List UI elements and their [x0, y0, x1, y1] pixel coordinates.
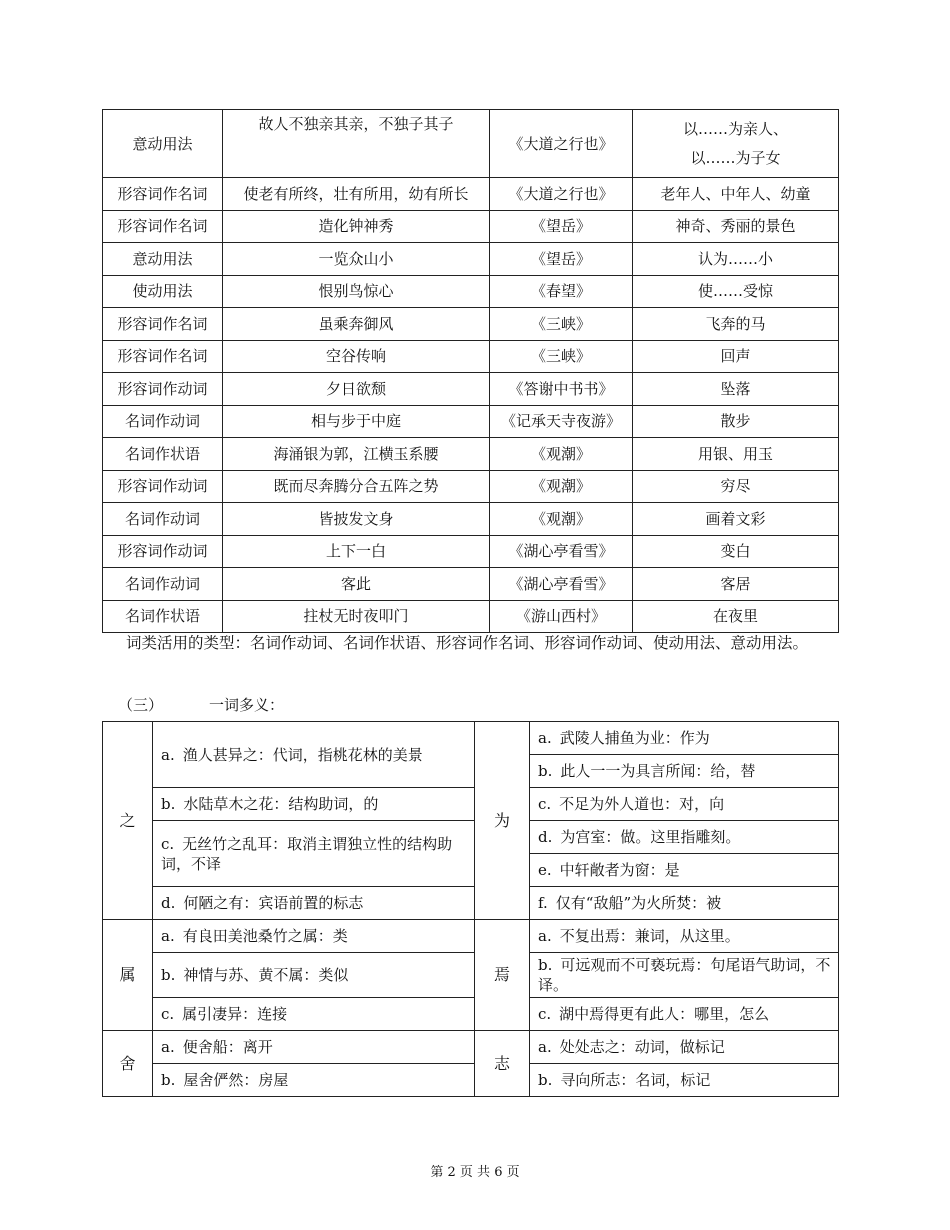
- gloss-line: 散步: [720, 412, 751, 431]
- table-row: [103, 243, 839, 276]
- sense-letter: a.: [161, 745, 175, 764]
- usage-source-cell: 《游山西村》: [490, 600, 633, 633]
- sense-text: 不复出焉：兼词，从这里。: [559, 927, 740, 945]
- sense-text: 可远观而不可亵玩焉：句尾语气助词，不译。: [538, 956, 831, 994]
- gloss-line: 在夜里: [712, 607, 758, 626]
- usage-type-cell: 形容词作动词: [103, 373, 223, 406]
- usage-type-cell: 形容词作名词: [103, 178, 223, 211]
- table-row: [103, 998, 839, 1031]
- gloss-line: 坠落: [720, 379, 751, 398]
- sense-letter: c.: [538, 795, 552, 813]
- sense-text: 便舍船：离开: [182, 1038, 273, 1056]
- polysemy-sense: [153, 788, 475, 821]
- usage-source-cell: 《三峡》: [490, 308, 633, 341]
- usage-example-cell: 造化钟神秀: [223, 210, 490, 243]
- usage-source-cell: 《大道之行也》: [490, 178, 633, 211]
- table-row: [103, 535, 839, 568]
- polysemy-sense: [530, 887, 839, 920]
- polysemy-sense: [153, 953, 475, 998]
- table-row: [103, 1064, 839, 1097]
- usage-type-cell: 名词作动词: [103, 503, 223, 536]
- word-usage-table: [102, 109, 839, 633]
- usage-example-cell: 故人不独亲其亲，不独子其子: [223, 110, 490, 178]
- polysemy-sense: [530, 1031, 839, 1064]
- sense-letter: e.: [538, 861, 552, 879]
- table-row: [103, 600, 839, 633]
- polysemy-sense: [530, 821, 839, 854]
- gloss-line: 回声: [720, 347, 751, 366]
- polysemy-table-body: [103, 722, 839, 1097]
- table-row: [103, 788, 839, 821]
- usage-type-cell: 名词作动词: [103, 405, 223, 438]
- polysemy-sense: [153, 1064, 475, 1097]
- sense-text: 属引凄异：连接: [182, 1005, 288, 1023]
- usage-gloss-cell: [633, 600, 839, 633]
- sense-letter: b.: [538, 762, 553, 780]
- table-row: [103, 178, 839, 211]
- table-row: [103, 568, 839, 601]
- section-title: 一词多义：: [209, 696, 285, 714]
- usage-source-cell: 《三峡》: [490, 340, 633, 373]
- sense-letter: b.: [161, 795, 176, 813]
- usage-gloss-cell: [633, 470, 839, 503]
- usage-example-cell: 使老有所终，壮有所用，幼有所长: [223, 178, 490, 211]
- usage-types-note: 词类活用的类型：名词作动词、名词作状语、形容词作名词、形容词作动词、使动用法、意动用法。: [126, 634, 809, 652]
- gloss-line: 老年人、中年人、幼童: [660, 184, 811, 203]
- section-heading: [118, 694, 284, 715]
- sense-letter: d.: [161, 894, 176, 912]
- table-row: [103, 920, 839, 953]
- usage-gloss-cell: [633, 568, 839, 601]
- usage-example-cell: 拄杖无时夜叩门: [223, 600, 490, 633]
- polysemy-char: 为: [475, 722, 530, 920]
- polysemy-sense: [153, 920, 475, 953]
- polysemy-char: 志: [475, 1031, 530, 1097]
- usage-example-cell: 海涌银为郭，江横玉系腰: [223, 438, 490, 471]
- sense-text: 屋舍俨然：房屋: [183, 1071, 289, 1089]
- sense-text: 有良田美池桑竹之属：类: [182, 927, 348, 945]
- sense-letter: c.: [161, 834, 175, 853]
- sense-text: 无丝竹之乱耳：取消主谓独立性的结构助词，不译: [161, 834, 453, 873]
- sense-text: 仅有“敌船”为火所焚：被: [555, 894, 722, 912]
- sense-letter: a.: [538, 927, 552, 945]
- usage-source-cell: 《记承天寺夜游》: [490, 405, 633, 438]
- table-row: [103, 405, 839, 438]
- gloss-line: 客居: [720, 574, 751, 593]
- usage-type-cell: 形容词作动词: [103, 535, 223, 568]
- table-row: [103, 1031, 839, 1064]
- usage-gloss-cell: [633, 275, 839, 308]
- usage-type-cell: 形容词作名词: [103, 340, 223, 373]
- table-row: [103, 110, 839, 178]
- sense-text: 湖中焉得更有此人：哪里，怎么: [559, 1005, 770, 1023]
- sense-text: 寻向所志：名词，标记: [560, 1071, 711, 1089]
- polysemy-sense: [153, 998, 475, 1031]
- usage-type-cell: 形容词作名词: [103, 308, 223, 341]
- sense-letter: f.: [538, 894, 548, 912]
- gloss-line: 用银、用玉: [697, 444, 773, 463]
- table-row: [103, 340, 839, 373]
- table-row: [103, 887, 839, 920]
- usage-source-cell: 《望岳》: [490, 210, 633, 243]
- polysemy-sense: [153, 1031, 475, 1064]
- usage-source-cell: 《湖心亭看雪》: [490, 568, 633, 601]
- gloss-line: 以……为亲人、: [682, 119, 788, 138]
- sense-text: 处处志之：动词，做标记: [559, 1038, 725, 1056]
- usage-gloss-cell: [633, 535, 839, 568]
- gloss-line: 穷尽: [720, 477, 751, 496]
- usage-example-cell: 上下一白: [223, 535, 490, 568]
- table-row: [103, 953, 839, 998]
- sense-letter: c.: [538, 1005, 552, 1023]
- usage-example-cell: 皆披发文身: [223, 503, 490, 536]
- usage-gloss-cell: [633, 340, 839, 373]
- usage-source-cell: 《答谢中书书》: [490, 373, 633, 406]
- sense-letter: c.: [161, 1005, 175, 1023]
- sense-letter: a.: [161, 1038, 175, 1056]
- polysemy-sense: [530, 998, 839, 1031]
- table-row: [103, 308, 839, 341]
- sense-letter: b.: [161, 1071, 176, 1089]
- gloss-line: 神奇、秀丽的景色: [675, 217, 796, 236]
- usage-type-cell: 使动用法: [103, 275, 223, 308]
- section-number: （三）: [118, 696, 164, 714]
- usage-example-cell: 虽乘奔御风: [223, 308, 490, 341]
- page-footer: 第 2 页 共 6 页: [430, 1165, 520, 1180]
- polysemy-sense: [530, 755, 839, 788]
- polysemy-char: 焉: [475, 920, 530, 1031]
- usage-source-cell: 《春望》: [490, 275, 633, 308]
- usage-example-cell: 夕日欲颓: [223, 373, 490, 406]
- table-row: [103, 821, 839, 854]
- polysemy-sense: [530, 854, 839, 887]
- usage-source-cell: 《观潮》: [490, 438, 633, 471]
- polysemy-char: 之: [103, 722, 153, 920]
- sense-letter: a.: [538, 729, 552, 747]
- usage-gloss-cell: [633, 373, 839, 406]
- usage-source-cell: 《观潮》: [490, 470, 633, 503]
- polysemy-sense: [530, 722, 839, 755]
- usage-gloss-cell: [633, 210, 839, 243]
- usage-example-cell: 恨别鸟惊心: [223, 275, 490, 308]
- word-usage-table-body: [103, 110, 839, 633]
- usage-type-cell: 意动用法: [103, 110, 223, 178]
- polysemy-sense: [153, 887, 475, 920]
- sense-text: 为宫室：做。这里指雕刻。: [560, 828, 741, 846]
- sense-text: 渔人甚异之：代词，指桃花林的美景: [182, 745, 423, 764]
- polysemy-table: [102, 721, 839, 1097]
- sense-text: 武陵人捕鱼为业：作为: [559, 729, 710, 747]
- table-row: [103, 503, 839, 536]
- usage-source-cell: 《望岳》: [490, 243, 633, 276]
- polysemy-sense: [153, 722, 475, 788]
- usage-type-cell: 名词作状语: [103, 438, 223, 471]
- table-row: [103, 275, 839, 308]
- table-row: [103, 373, 839, 406]
- usage-gloss-cell: [633, 110, 839, 178]
- sense-letter: b.: [161, 966, 176, 984]
- usage-gloss-cell: [633, 243, 839, 276]
- usage-gloss-cell: [633, 308, 839, 341]
- usage-example-cell: 客此: [223, 568, 490, 601]
- sense-text: 此人一一为具言所闻：给，替: [560, 762, 756, 780]
- usage-example-cell: 空谷传响: [223, 340, 490, 373]
- gloss-line: 以……为子女: [690, 148, 781, 167]
- usage-source-cell: 《大道之行也》: [490, 110, 633, 178]
- table-row: [103, 210, 839, 243]
- usage-type-cell: 名词作状语: [103, 600, 223, 633]
- table-row: [103, 722, 839, 755]
- sense-letter: a.: [161, 927, 175, 945]
- usage-type-cell: 形容词作名词: [103, 210, 223, 243]
- usage-gloss-cell: [633, 503, 839, 536]
- usage-source-cell: 《湖心亭看雪》: [490, 535, 633, 568]
- usage-type-cell: 名词作动词: [103, 568, 223, 601]
- usage-example-cell: 既而尽奔腾分合五阵之势: [223, 470, 490, 503]
- polysemy-sense: [530, 920, 839, 953]
- sense-letter: b.: [538, 956, 553, 974]
- usage-gloss-cell: [633, 405, 839, 438]
- usage-source-cell: 《观潮》: [490, 503, 633, 536]
- sense-text: 水陆草木之花：结构助词，的: [183, 795, 379, 813]
- sense-text: 何陋之有：宾语前置的标志: [183, 894, 364, 912]
- usage-type-cell: 形容词作动词: [103, 470, 223, 503]
- gloss-line: 变白: [720, 542, 751, 561]
- usage-example-cell: 相与步于中庭: [223, 405, 490, 438]
- usage-type-cell: 意动用法: [103, 243, 223, 276]
- gloss-line: 使……受惊: [697, 282, 773, 301]
- gloss-line: 画着文彩: [705, 509, 766, 528]
- polysemy-char: 属: [103, 920, 153, 1031]
- usage-example-cell: 一览众山小: [223, 243, 490, 276]
- sense-letter: b.: [538, 1071, 553, 1089]
- usage-gloss-cell: [633, 178, 839, 211]
- polysemy-sense: [530, 788, 839, 821]
- sense-letter: a.: [538, 1038, 552, 1056]
- table-row: [103, 470, 839, 503]
- table-row: [103, 438, 839, 471]
- sense-text: 神情与苏、黄不属：类似: [183, 966, 349, 984]
- gloss-line: 认为……小: [697, 249, 773, 268]
- usage-gloss-cell: [633, 438, 839, 471]
- polysemy-sense: [530, 1064, 839, 1097]
- polysemy-sense: [153, 821, 475, 887]
- gloss-line: 飞奔的马: [705, 314, 766, 333]
- polysemy-sense: [530, 953, 839, 998]
- polysemy-char: 舍: [103, 1031, 153, 1097]
- sense-text: 不足为外人道也：对，向: [559, 795, 725, 813]
- sense-letter: d.: [538, 828, 553, 846]
- sense-text: 中轩敞者为窗：是: [559, 861, 680, 879]
